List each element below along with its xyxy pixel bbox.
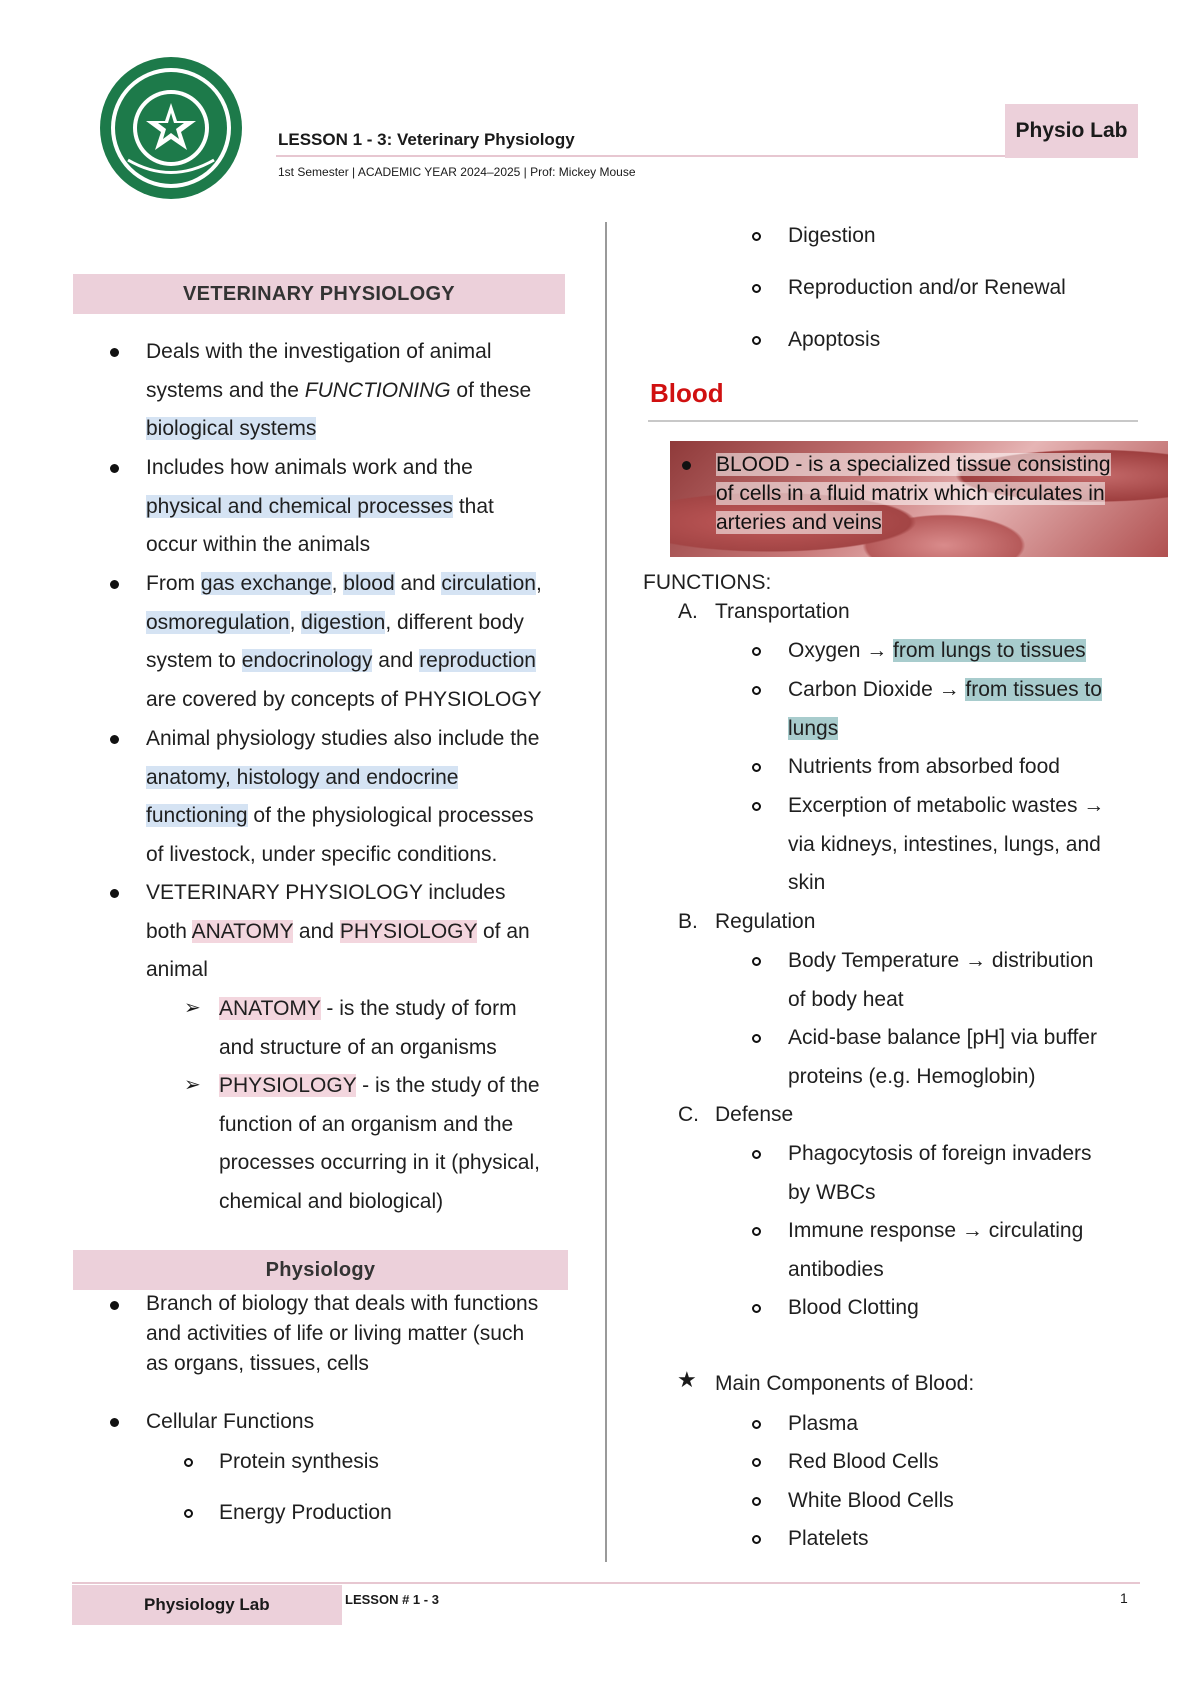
- function-letter: C.: [678, 1103, 699, 1126]
- blood-heading: Blood: [650, 378, 724, 408]
- star-icon: ★: [677, 1367, 697, 1392]
- circle-bullet-icon: [752, 1497, 761, 1506]
- blood-component: White Blood Cells: [788, 1489, 954, 1512]
- circle-bullet-icon: [752, 1227, 761, 1236]
- circle-bullet-icon: [752, 284, 761, 293]
- functions-label: FUNCTIONS:: [643, 571, 772, 594]
- circle-bullet-icon: [752, 802, 761, 811]
- arrowhead-bullet-icon: ➢: [184, 1074, 201, 1096]
- bullet-icon: [110, 580, 119, 589]
- transport-oxygen: Oxygen → from lungs to tissues: [788, 639, 1086, 662]
- lesson-title: LESSON 1 - 3: Veterinary Physiology: [278, 130, 575, 149]
- circle-bullet-icon: [752, 1535, 761, 1544]
- footer-lab-name: Physiology Lab: [72, 1585, 342, 1625]
- footer-rule: [72, 1582, 1140, 1584]
- circle-bullet-icon: [752, 957, 761, 966]
- components-label: Main Components of Blood:: [715, 1372, 975, 1395]
- anatomy-definition: ANATOMY - is the study of form and structure of an organisms: [219, 997, 517, 1059]
- physiology-heading: Physiology: [73, 1250, 568, 1290]
- vet-bullet-3: From gas exchange, blood and circulation, osmoregulation, digestion, different body system to endocrinology and reproduction are covered by concepts of PHYSIOLOGY: [146, 572, 542, 711]
- regulation-ph: Acid-base balance [pH] via buffer proteins (e.g. Hemoglobin): [788, 1026, 1097, 1088]
- cell-function-item: Reproduction and/or Renewal: [788, 276, 1066, 299]
- circle-bullet-icon: [752, 647, 761, 656]
- cell-function-item: Energy Production: [219, 1501, 392, 1524]
- regulation-temperature: Body Temperature → distribution of body heat: [788, 949, 1094, 1011]
- vet-bullet-4: Animal physiology studies also include the anatomy, histology and endocrine functioning of the physiological processes of livestock, under specific conditions.: [146, 727, 540, 866]
- vet-bullet-5: VETERINARY PHYSIOLOGY includes both ANATOMY and PHYSIOLOGY of an animal: [146, 881, 530, 981]
- blood-component: Platelets: [788, 1527, 869, 1550]
- bullet-icon: [110, 1301, 119, 1310]
- bullet-icon: [110, 735, 119, 744]
- physiology-bullet-1: Branch of biology that deals with functions and activities of life or living matter (such as organs, tissues, cells: [146, 1292, 539, 1375]
- column-divider: [605, 222, 607, 1562]
- circle-bullet-icon: [752, 336, 761, 345]
- page-number: 1: [1120, 1590, 1128, 1606]
- defense-immune: Immune response → circulating antibodies: [788, 1219, 1084, 1281]
- university-seal-icon: [98, 55, 244, 201]
- physio-lab-badge: Physio Lab: [1005, 104, 1138, 158]
- function-letter: A.: [678, 600, 698, 623]
- blood-heading-rule: [648, 420, 1138, 422]
- circle-bullet-icon: [752, 1458, 761, 1467]
- circle-bullet-icon: [752, 763, 761, 772]
- function-transportation: Transportation: [715, 600, 850, 623]
- blood-component: Plasma: [788, 1412, 859, 1435]
- circle-bullet-icon: [752, 686, 761, 695]
- circle-bullet-icon: [752, 1034, 761, 1043]
- circle-bullet-icon: [752, 232, 761, 241]
- cell-function-item: Apoptosis: [788, 328, 881, 351]
- bullet-icon: [110, 1418, 119, 1427]
- footer-lesson: LESSON # 1 - 3: [345, 1592, 439, 1607]
- vet-bullet-1: Deals with the investigation of animal systems and the FUNCTIONING of these biological systems: [146, 340, 532, 440]
- vet-bullet-2: Includes how animals work and the physical and chemical processes that occur within the animals: [146, 456, 494, 556]
- blood-definition: BLOOD - is a specialized tissue consisting of cells in a fluid matrix which circulates in arteries and veins: [716, 453, 1111, 534]
- cell-function-item: Protein synthesis: [219, 1450, 379, 1473]
- bullet-icon: [110, 348, 119, 357]
- circle-bullet-icon: [752, 1150, 761, 1159]
- function-defense: Defense: [715, 1103, 794, 1126]
- circle-bullet-icon: [184, 1509, 193, 1518]
- blood-component: Red Blood Cells: [788, 1450, 939, 1473]
- transport-co2: Carbon Dioxide → from tissues to lungs: [788, 678, 1102, 740]
- physiology-definition: PHYSIOLOGY - is the study of the function of an organism and the processes occurring in it (physical, chemical and biological): [219, 1074, 540, 1213]
- function-letter: B.: [678, 910, 698, 933]
- lesson-subtitle: 1st Semester | ACADEMIC YEAR 2024–2025 | Prof: Mickey Mouse: [278, 165, 636, 179]
- circle-bullet-icon: [752, 1420, 761, 1429]
- circle-bullet-icon: [184, 1458, 193, 1467]
- cellular-functions: Cellular Functions: [146, 1410, 315, 1433]
- transport-wastes: Excerption of metabolic wastes → via kidneys, intestines, lungs, and skin: [788, 794, 1105, 894]
- defense-clotting: Blood Clotting: [788, 1296, 919, 1319]
- veterinary-physiology-heading: VETERINARY PHYSIOLOGY: [73, 274, 565, 314]
- circle-bullet-icon: [752, 1304, 761, 1313]
- blood-definition-box: [670, 441, 1168, 557]
- bullet-icon: [682, 461, 691, 470]
- function-regulation: Regulation: [715, 910, 816, 933]
- bullet-icon: [110, 464, 119, 473]
- cell-function-item: Digestion: [788, 224, 876, 247]
- transport-nutrients: Nutrients from absorbed food: [788, 755, 1060, 778]
- arrowhead-bullet-icon: ➢: [184, 997, 201, 1019]
- defense-phagocytosis: Phagocytosis of foreign invaders by WBCs: [788, 1142, 1092, 1204]
- bullet-icon: [110, 889, 119, 898]
